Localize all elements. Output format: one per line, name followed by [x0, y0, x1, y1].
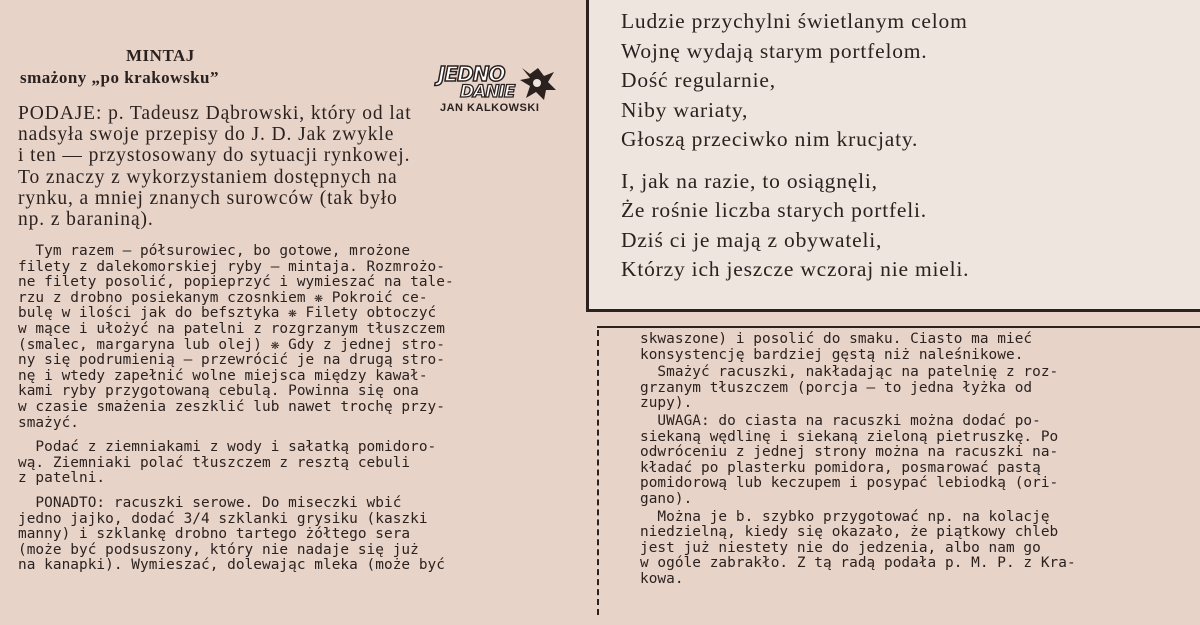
body-line: grzanym tłuszczem (porcja — to jedna łyżka od	[640, 379, 1033, 396]
poem-line: Niby wariaty,	[621, 97, 749, 122]
body-line: bulę w ilości jak do befsztyka ❋ Filety obtoczyć	[18, 305, 437, 322]
right-body-column	[640, 332, 1185, 588]
body-line: filety z dalekomorskiej ryby — mintaja. Rozmrożo-	[18, 258, 445, 275]
body-line: Tym razem — półsurowiec, bo gotowe, mrożone	[18, 243, 411, 259]
intro-line: To znaczy z wykorzystaniem dostępnych na	[18, 166, 398, 188]
cutlery-icon	[516, 64, 560, 104]
body-line: smażyć.	[18, 414, 79, 431]
poem-line: Że rośnie liczba starych portfeli.	[621, 198, 927, 222]
body-line: w ogóle zabrakło. Z tą radą podała p. M. P. z Kra-	[640, 555, 1076, 572]
body-line: ne filety posolić, popieprzyć i wymieszać na tale-	[18, 274, 454, 291]
body-line: nę i wtedy zapełnić wolne miejsca między kawał-	[18, 367, 428, 384]
poem-line: Ludzie przychylni świetlanym celom	[621, 9, 968, 33]
body-line: odwróceniu z jednej strony można na racuszki na-	[640, 444, 1059, 461]
body-line: pomidorową lub keczupem i posypać lebiodką (ori-	[640, 475, 1059, 492]
body-line: wą. Ziemniaki polać tłuszczem z resztą cebuli	[18, 454, 411, 471]
body-line: w mące i ułożyć na patelni z rozgrzanym tłuszczem	[18, 320, 445, 337]
body-line: gano).	[640, 490, 693, 507]
body-line: (smalec, margaryna lub olej) ❋ Gdy z jednej stro-	[18, 336, 445, 353]
poem-line: Którzy ich jeszcze wczoraj nie mieli.	[621, 257, 970, 281]
body-line: ny się podrumienią — przewrócić je na drugą stro-	[18, 352, 445, 369]
body-line: konsystencję bardziej gęstą niż naleśnikowe.	[640, 346, 1024, 363]
intro-line: i ten — przystosowany do sytuacji rynkowej.	[18, 145, 411, 167]
body-line: jedno jajko, dodać 3/4 szklanki grysiku (kaszki	[18, 510, 428, 527]
body-line: kami ryby przygotowaną cebulą. Powinna się ona	[18, 383, 419, 400]
body-line: rzu z drobno posiekanym czosnkiem ❋ Pokroić ce-	[18, 289, 428, 306]
body-line: kładać po plasterku pomidora, posmarować pastą	[640, 459, 1041, 476]
body-line: manny) i szklankę drobno tartego żółtego sera	[18, 526, 411, 543]
logo-author: JAN KALKOWSKI	[440, 102, 540, 114]
recipe-subtitle: smażony „po krakowsku”	[20, 68, 219, 87]
poem-line: Głoszą przeciwko nim krucjaty.	[621, 127, 919, 151]
poem-line: Dość regularnie,	[621, 68, 776, 92]
horizontal-divider	[597, 326, 1200, 328]
logo-line2: DANIE	[460, 82, 515, 102]
intro-line: nadsyła swoje przepisy do J. D. Jak zwykle	[18, 124, 395, 146]
body-line: Smażyć racuszki, nakładając na patelnię z roz-	[640, 364, 1059, 381]
intro-paragraph	[18, 103, 558, 230]
body-line: na kanapki). Wymieszać, dolewając mleka (może być	[18, 557, 445, 574]
intro-line: rynku, a mniej znanych surowców (tak było	[18, 187, 398, 209]
vertical-divider	[597, 330, 599, 615]
body-line: niedzielną, kiedy się okazało, że piątkowy chleb	[640, 524, 1059, 541]
intro-line: PODAJE: p. Tadeusz Dąbrowski, który od lat	[18, 103, 412, 124]
body-line: PONADTO: racuszki serowe. Do miseczki wbić	[18, 494, 402, 511]
body-line: w czasie smażenia zeszklić lub nawet trochę przy-	[18, 398, 445, 415]
body-line: siekaną wędlinę i siekaną zieloną pietruszkę. Po	[640, 428, 1059, 445]
poem-box	[586, 0, 1200, 312]
poem-line: Wojnę wydają starym portfelom.	[621, 38, 928, 63]
intro-line: np. z baraniną).	[18, 209, 154, 231]
body-line: Podać z ziemniakami z wody i sałatką pomidoro-	[18, 439, 437, 456]
body-line: jest już niestety nie do jedzenia, albo nam go	[640, 539, 1041, 556]
left-body-column	[18, 244, 563, 574]
body-line: z patelni.	[18, 470, 106, 487]
body-line: skwaszone) i posolić do smaku. Ciasto ma mieć	[640, 331, 1033, 347]
recipe-title: MINTAJ	[126, 46, 195, 65]
body-line: zupy).	[640, 395, 693, 412]
logo-line1: JEDNO	[438, 62, 505, 86]
body-line: Można je b. szybko przygotować np. na kolację	[640, 508, 1050, 525]
body-line: kowa.	[640, 570, 684, 587]
poem	[621, 7, 969, 285]
body-line: (może być podsuszony, który nie nadaje się już	[18, 541, 419, 558]
poem-line: Dziś ci je mają z obywateli,	[621, 227, 883, 252]
body-line: UWAGA: do ciasta na racuszki można dodać po-	[640, 412, 1041, 429]
poem-line: I, jak na razie, to osiągnęli,	[621, 168, 878, 193]
